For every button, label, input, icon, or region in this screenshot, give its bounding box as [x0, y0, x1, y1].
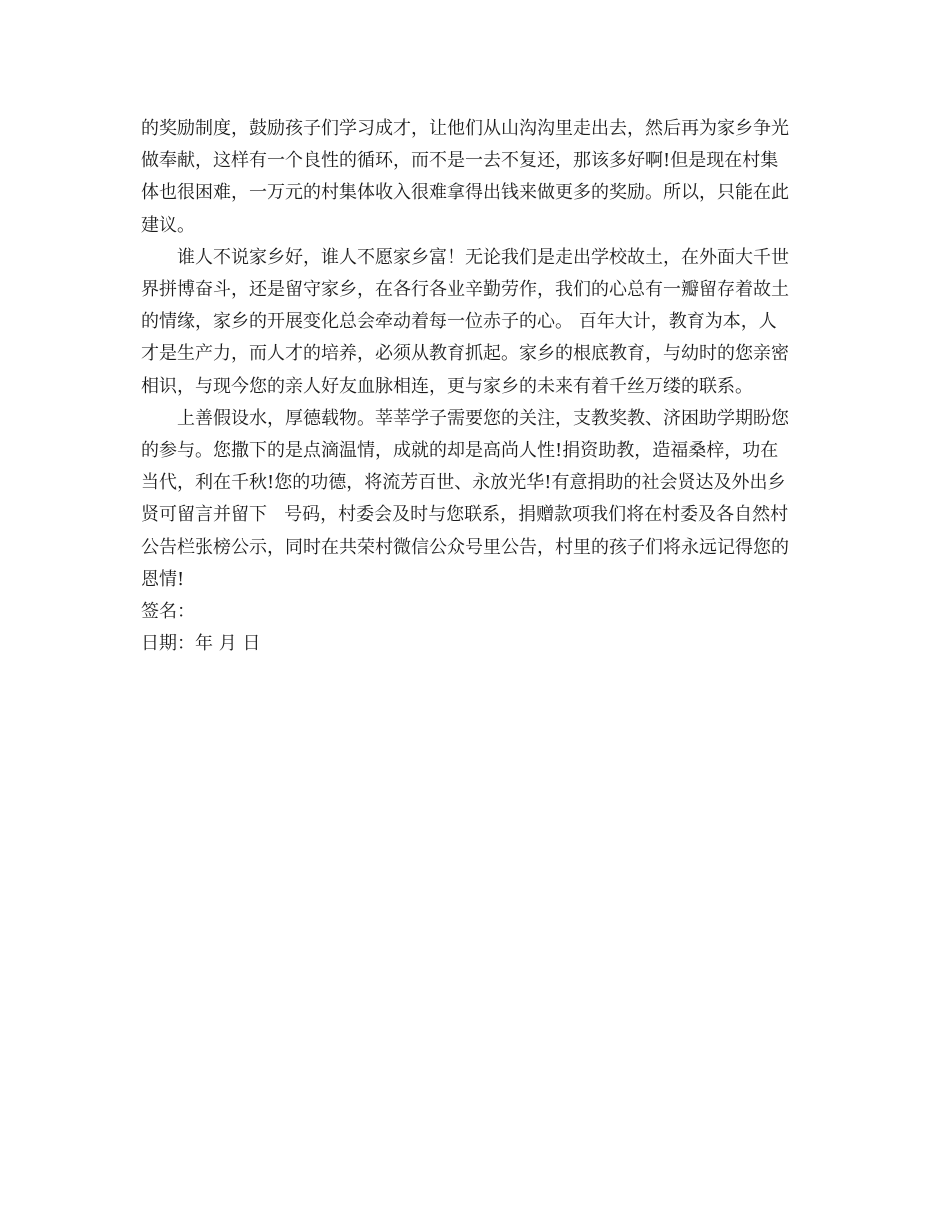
signature-line: 签名： [141, 601, 195, 623]
date-line: 日期：年 月 日 [141, 633, 261, 655]
paragraph-3-line-4: 贤可留言并留下 号码，村委会及时与您联系，捐赠款项我们将在村委及各自然村 [141, 504, 789, 526]
paragraph-3-line-2: 的参与。您撒下的是点滴温情，成就的却是高尚人性!捐资助教，造福桑梓，功在 [141, 440, 779, 462]
paragraph-1 [141, 113, 811, 242]
paragraph-3-line-1: 上善假设水，厚德载物。莘莘学子需要您的关注，支教奖教、济困助学期盼您 [177, 407, 789, 429]
paragraph-1-line-2: 做奉献，这样有一个良性的循环，而不是一去不复还，那该多好啊!但是现在村集 [141, 150, 779, 172]
paragraph-3 [141, 403, 811, 596]
paragraph-2-line-5: 相识，与现今您的亲人好友血脉相连，更与家乡的未来有着千丝万缕的联系。 [141, 375, 753, 397]
paragraph-1-line-3: 体也很困难，一万元的村集体收入很难拿得出钱来做更多的奖励。所以，只能在此 [141, 182, 789, 204]
paragraph-2-line-1: 谁人不说家乡好，谁人不愿家乡富！无论我们是走出学校故土，在外面大千世 [177, 246, 789, 268]
paragraph-2 [141, 242, 811, 403]
paragraph-3-line-5: 公告栏张榜公示，同时在共荣村微信公众号里公告，村里的孩子们将永远记得您的 [141, 536, 789, 558]
paragraph-3-line-6: 恩情! [141, 568, 185, 590]
paragraph-2-line-2: 界拼博奋斗，还是留守家乡，在各行各业辛勤劳作，我们的心总有一瓣留存着故土 [141, 279, 789, 301]
paragraph-1-line-1: 的奖励制度，鼓励孩子们学习成才，让他们从山沟沟里走出去，然后再为家乡争光 [141, 118, 789, 139]
paragraph-2-line-4: 才是生产力，而人才的培养，必须从教育抓起。家乡的根底教育，与幼时的您亲密 [141, 343, 789, 365]
paragraph-1-line-4: 建议。 [141, 214, 195, 236]
paragraph-3-line-3: 当代，利在千秋!您的功德，将流芳百世、永放光华!有意捐助的社会贤达及外出乡 [141, 472, 786, 494]
document-page [141, 113, 811, 660]
paragraph-2-line-3: 的情缘，家乡的开展变化总会牵动着每一位赤子的心。 百年大计，教育为本，人 [141, 311, 777, 333]
